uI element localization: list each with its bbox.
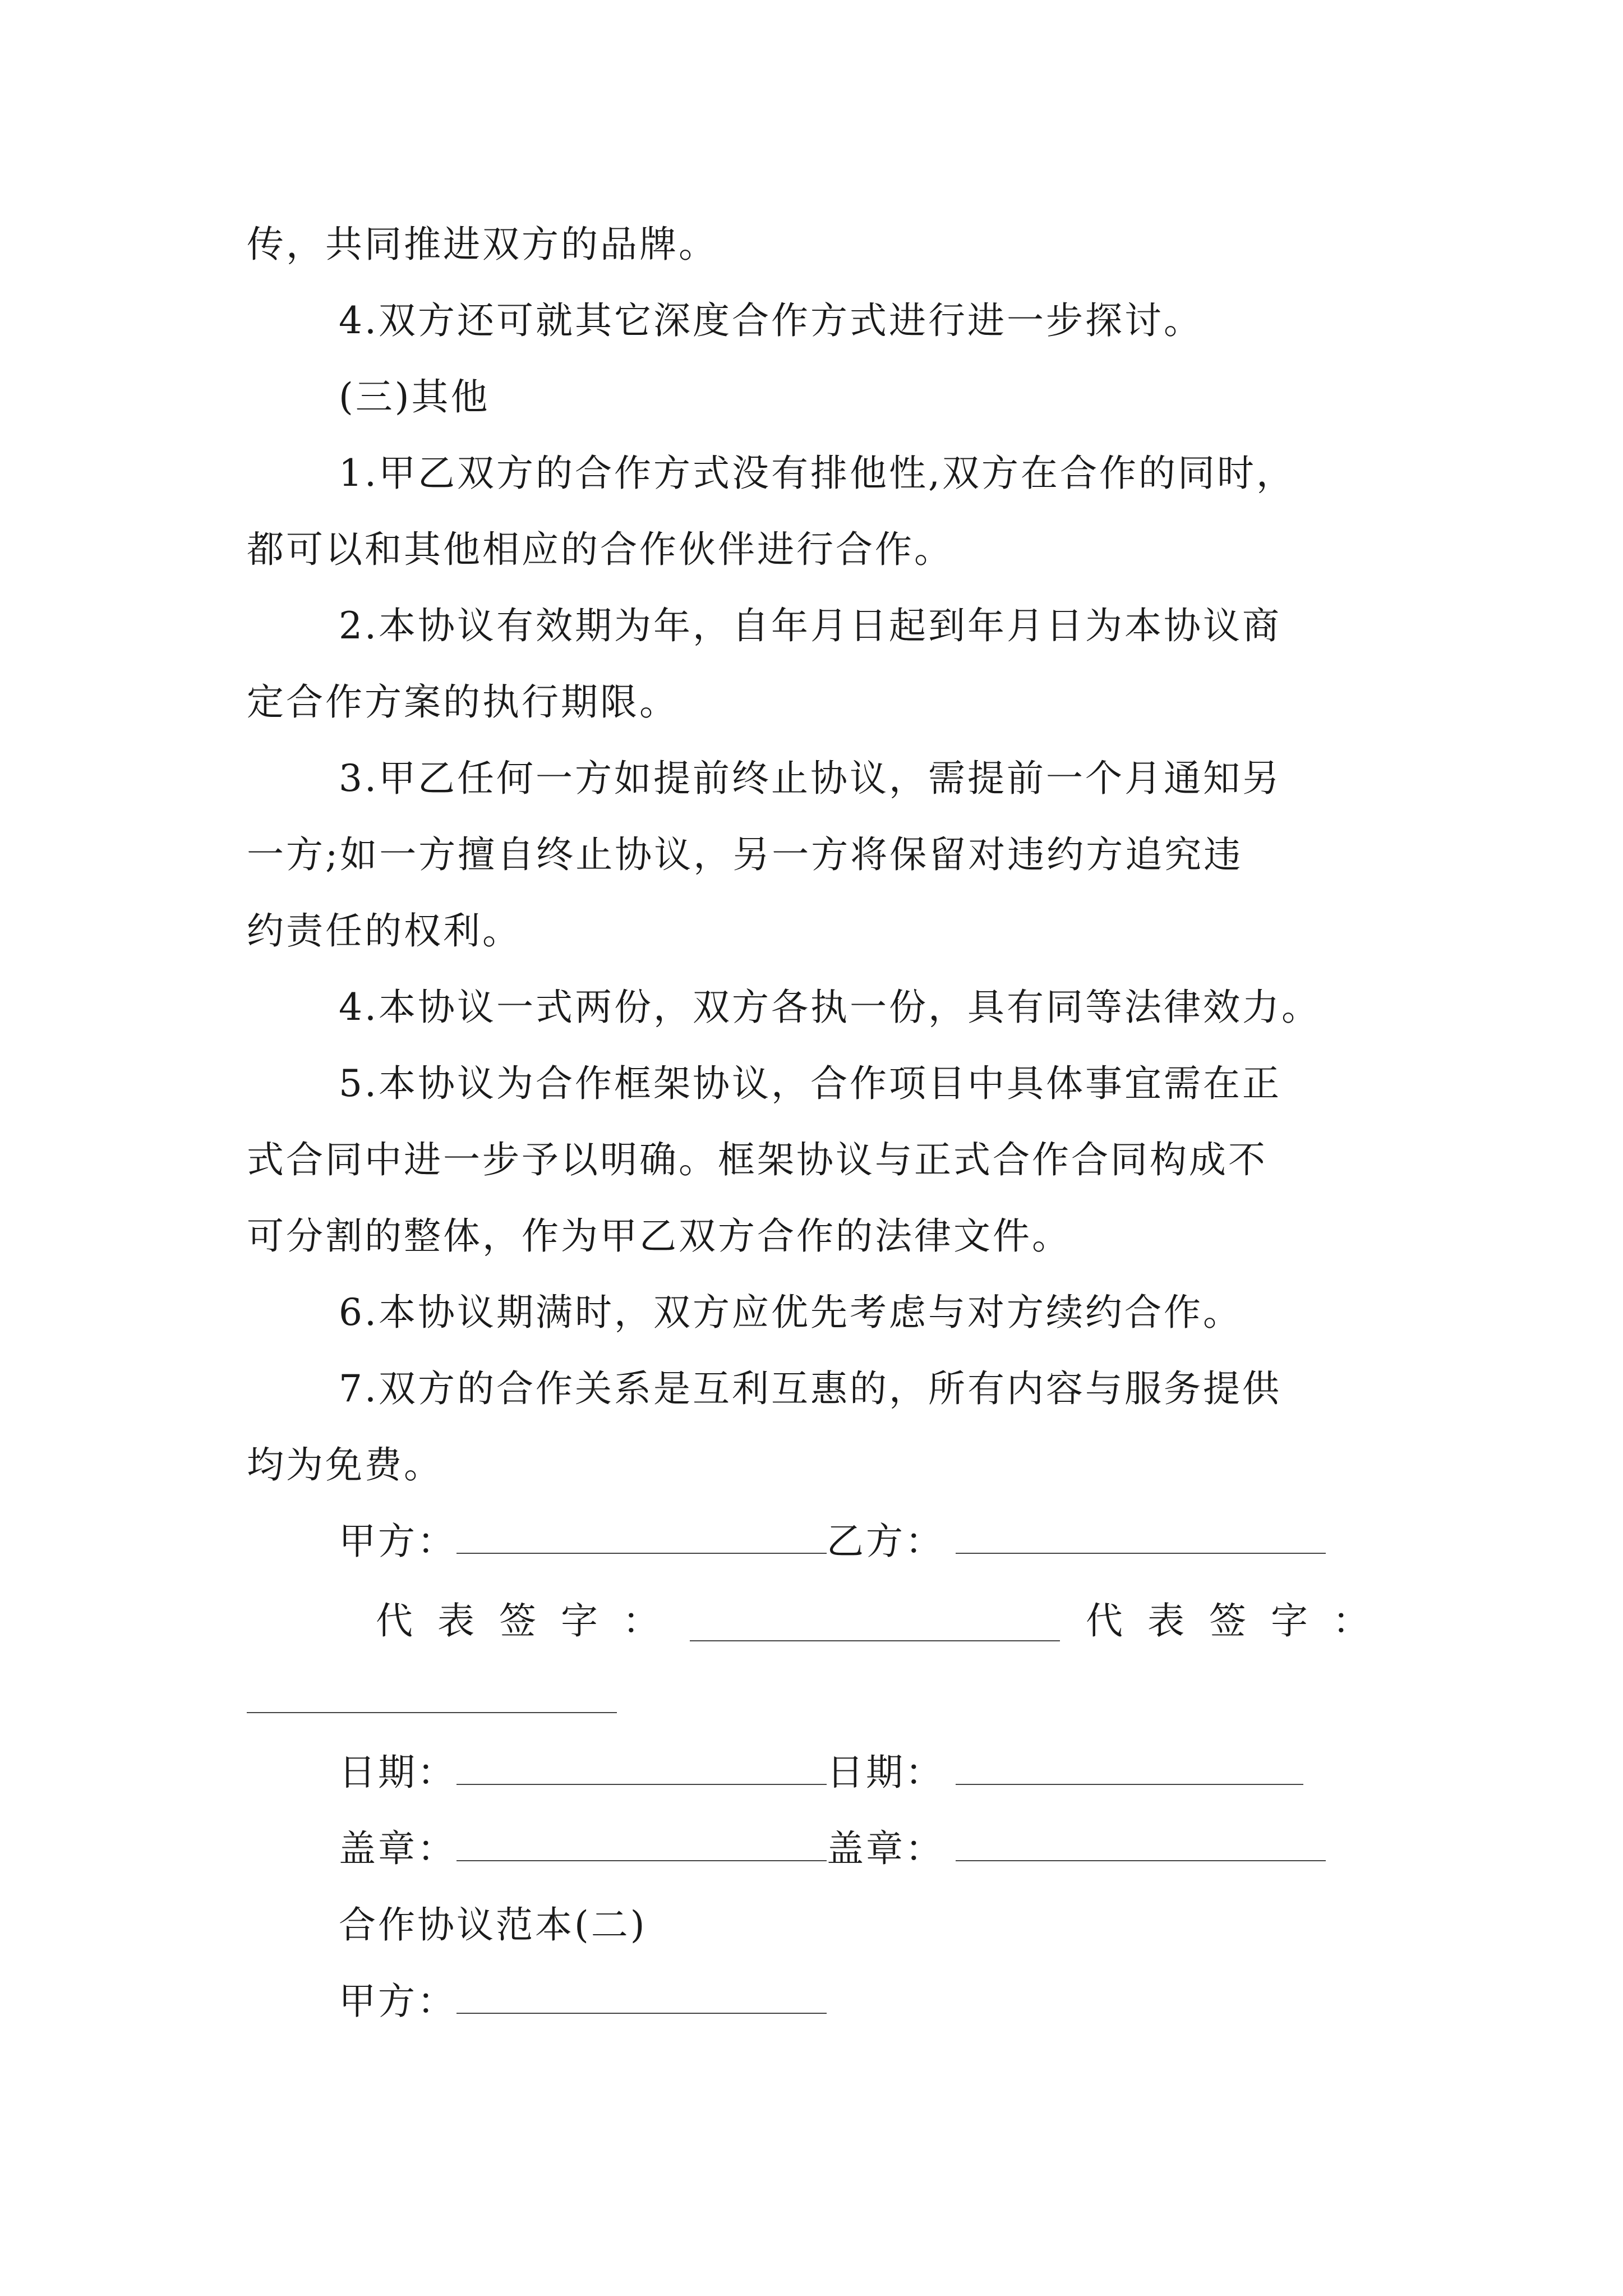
text-line: 传，共同推进双方的品牌。	[247, 223, 718, 266]
party-b-blank[interactable]	[956, 1521, 1326, 1554]
text-line: 可分割的整体，作为甲乙双方合作的法律文件。	[247, 1214, 1071, 1258]
date-right-blank[interactable]	[956, 1752, 1303, 1785]
text-line: 定合作方案的执行期限。	[247, 680, 679, 724]
text-line: 都可以和其他相应的合作伙伴进行合作。	[247, 528, 953, 571]
text-line: 4.本协议一式两份，双方各执一份，具有同等法律效力。	[339, 986, 1321, 1029]
party-a-blank[interactable]	[457, 1521, 827, 1554]
text-line: 1.甲乙双方的合作方式没有排他性,双方在合作的同时，	[339, 452, 1295, 495]
text-line: 式合同中进一步予以明确。框架协议与正式合作合同构成不	[247, 1138, 1267, 1181]
section2-party-a-label: 甲方：	[339, 1980, 457, 2023]
seal-right-label: 盖章：	[827, 1827, 944, 1870]
date-left-blank[interactable]	[457, 1752, 827, 1785]
rep-sign-blank-left[interactable]	[690, 1640, 1060, 1641]
seal-right-blank[interactable]	[956, 1829, 1326, 1861]
seal-left-label: 盖章：	[339, 1827, 457, 1870]
text-line: 3.甲乙任何一方如提前终止协议，需提前一个月通知另	[339, 757, 1281, 800]
text-line: 约责任的权利。	[247, 909, 522, 953]
text-line: 均为免费。	[247, 1443, 443, 1487]
seal-left-blank[interactable]	[457, 1829, 827, 1861]
section-heading: (三)其他	[339, 375, 490, 418]
date-row	[339, 1750, 1303, 1795]
seal-row	[339, 1826, 1326, 1871]
section2-title: 合作协议范本(二)	[339, 1903, 647, 1947]
party-signature-row	[339, 1519, 1326, 1564]
section2-party-a-row	[339, 1979, 827, 2024]
party-a-label: 甲方：	[339, 1520, 457, 1563]
text-line: 4.双方还可就其它深度合作方式进行进一步探讨。	[339, 299, 1203, 342]
date-right-label: 日期：	[827, 1751, 944, 1794]
text-line: 6.本协议期满时，双方应优先考虑与对方续约合作。	[339, 1291, 1242, 1334]
rep-sign-blank-right[interactable]	[247, 1712, 617, 1713]
section2-party-a-blank[interactable]	[457, 1981, 827, 2014]
rep-sign-label-left: 代表签字：	[376, 1599, 684, 1642]
rep-sign-label-right: 代表签字：	[1086, 1599, 1394, 1642]
text-line: 5.本协议为合作框架协议，合作项目中具体事宜需在正	[339, 1062, 1281, 1105]
text-line: 7.双方的合作关系是互利互惠的，所有内容与服务提供	[339, 1367, 1281, 1410]
text-line: 2.本协议有效期为年，自年月日起到年月日为本协议商	[339, 604, 1281, 647]
text-line: 一方;如一方擅自终止协议，另一方将保留对违约方追究违	[247, 833, 1243, 876]
party-b-label: 乙方：	[827, 1520, 944, 1563]
date-left-label: 日期：	[339, 1751, 457, 1794]
